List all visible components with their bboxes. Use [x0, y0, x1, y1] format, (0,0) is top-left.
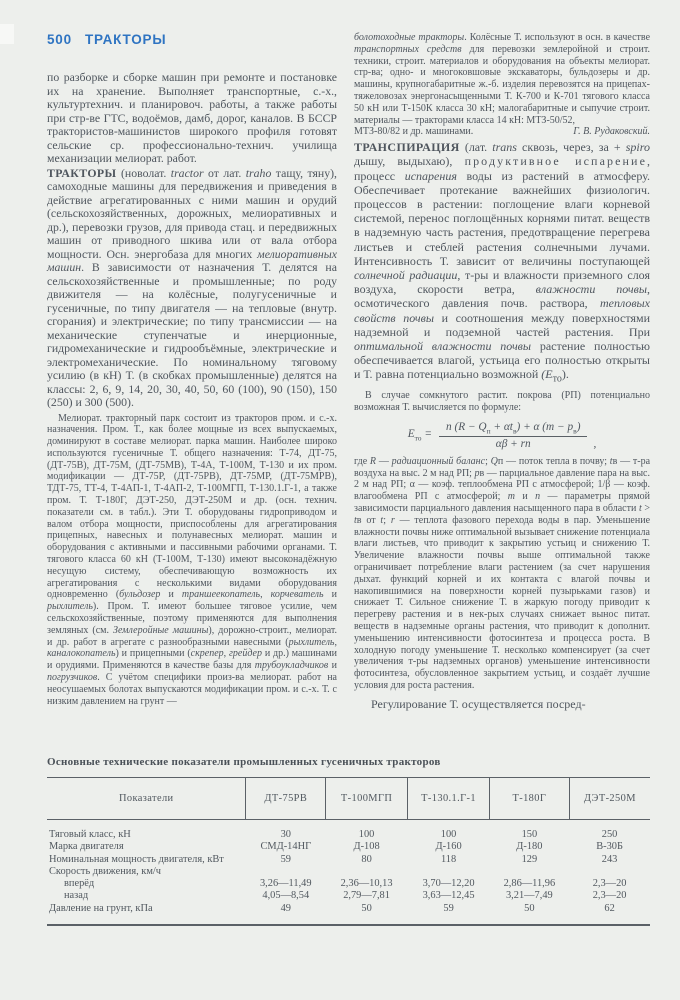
table-row	[47, 854, 650, 866]
paragraph-last-line	[354, 126, 650, 138]
table-cell: 118	[440, 853, 457, 865]
formula-comma: ,	[593, 437, 597, 450]
table-cell: 3,63—12,45	[422, 890, 475, 902]
left-column	[47, 26, 337, 756]
scan-artifact	[0, 24, 14, 44]
table-body	[47, 820, 650, 926]
row-label: Номинальная мощность двигателя, кВт	[49, 853, 224, 865]
column-header: Т-100МГП	[326, 778, 408, 820]
table-cell: 80	[361, 853, 372, 865]
author-signature: Г. В. Рудаковский.	[573, 126, 650, 138]
column-header: ДЭТ-250М	[569, 778, 650, 820]
table-cell: 2,3—20	[592, 878, 627, 890]
formula-fraction	[439, 421, 587, 450]
row-label: Давление на грунт, кПа	[49, 902, 153, 914]
table-cell: 50	[524, 902, 535, 914]
tractor-specs-table	[47, 777, 650, 926]
table-cell: 62	[604, 902, 615, 914]
table-cell: Д-108	[353, 841, 380, 853]
entry-term-transpiratsiya: ТРАНСПИРАЦИЯ	[354, 140, 460, 155]
table-cell: 49	[280, 902, 291, 914]
table-cell: 250	[601, 829, 618, 840]
column-header: Показатели	[118, 793, 174, 804]
page-header	[47, 32, 337, 47]
formula-explanation: где R — радиационный баланс; Qп — поток тепла в почву; tв — т-ра воздуха на выс. 2 м над РП; pв — парциальное давление пара на выс. 2 м над РП; α — коэф. теплообмена РП с атмосферой; 1/β — коэф. влагообмена РП с атмосферой; m и n — параметры прямой зависимости парциального давления насыщенного пара в области t > tв от t; r — теплота фазового перехода воды в пар. Уменьшение влажности почвы ниже оптимальной вызывает снижение потенциала влаги листьев, что приводит к закрытию устьиц и снижению Т. Увеличение влажности почвы выше оптимальной также ограничивает потребление влаги растением (за счет нарушения дыхат. функций корней и их контакта с влагой почвы и накопившимися на поверхности корней пузырьками газов) и снижает Т. Сильное снижение Т. в жаркую погоду приводит к перегреву растения и в нек-рых случаях снижает вынос питат. веществ в надземные органы растения, что приводит к дополнит. уменьшению интенсивности фотосинтеза и процесса роста. В холодную погоду уменьшение Т. несколько компенсирует (за счет увеличения т-ры надземных органов) уменьшение интенсивности фотосинтеза, обусловленное закрытием устьиц, и создаёт лучшие условия для роста растения.	[354, 455, 651, 691]
row-label: назад	[64, 890, 89, 902]
formula-numerator: n $(R - Q_п + \alpha t_в) + \alpha$ $(m - p_в)$	[439, 421, 587, 437]
table-row	[47, 820, 650, 842]
table-cell: Д-160	[435, 841, 462, 853]
fine-print-continuation: болотоходные тракторы. Колёсные Т. используют в осн. в качестве транспортных средств для перевозки землеройной и строит. техники, строит. материалов и оборудования на объекты мелиорат. стр-ва; одно- и многоковшовые экскаваторы, бульдозеры и др. машины, крупногабаритные ж.-б. изделия перевозятся на прицепах-тяжеловозах энергонасыщенными Т. К-700 и К-701 тягового класса 50 кН или Т-150К класса 30 кН; малогабаритные и сыпучие строит. материалы — тракторами класса 14 кН: МТЗ-50/52,	[354, 32, 651, 126]
table-title: Основные технические показатели промышленных гусеничных тракторов	[47, 756, 441, 768]
table-cell: 3,26—11,49	[259, 878, 312, 890]
closing-paragraph: Регулирование Т. осуществляется посред-	[371, 696, 586, 711]
row-label: Скорость движения, км/ч	[49, 865, 162, 877]
table-row	[47, 878, 650, 890]
transpiration-formula	[354, 421, 650, 450]
fine-print-tractor-park: Мелиорат. тракторный парк состоит из тракторов пром. и с.-х. назначения. Пром. Т., как более мощные из всех выпускаемых, доминируют в составе мелиорат. парка машин. Наиболее широко используются гусеничные Т. общего назначения: Т-74, ДТ-75, (ДТ-75В), ДТ-75М, (ДТ-75МВ), Т-4А, Т-100М, Т-130 и их пром. модификации — ДТ-75Р, (ДТ-75РВ), ДТ-75МР, (ДТ-75МРВ), ТДТ-75, ТТ-4, Т-4АП-1, Т-4АП-2, Т-100МГП, Т-130.1.Г-1, а также пром. Т. Т-180Г, ДЭТ-250, ДЭТ-250М и др. (осн. технич. показатели см. в табл.). Эти Т. оборудованы гидроприводом и валом отбора мощности, приспособлены для агрегатирования прицепных, навесных и полунавесных мелиорат. машин и оборудования с активными и пассивными рабочими органами. Т. тягового класса 60 кН (Т-100М, Т-130) имеют высоконадёжную несущую систему, обеспечивающую возможность их агрегатирования с несколькими видами оборудования одновременно (бульдозер и траншеекопатель, корчеватель и рыхлитель). Пром. Т. имеют большее тяговое усилие, чем сельскохозяйственные, поэтому применяются для выполнения земляных (см. Землеройные машины), дорожно-строит., мелиорат. и др. работ в агрегате с разнообразными навесными (рыхлитель, каналокопатель) и прицепными (скрепер, грейдер и др.) машинами и орудиями. Применяются в качестве базы для трубоукладчиков и погрузчиков. С учётом специфики произ-ва мелиорат. работ на неосушаемых болотах выпускаются модификации пром. и с.-х. Т. с низким давлением на грунт —	[47, 412, 338, 707]
table-cell: 3,21—7,49	[505, 890, 553, 902]
table-cell	[326, 866, 408, 878]
table-row	[47, 866, 650, 878]
entry-traktory	[47, 167, 337, 410]
last-line-text: МТЗ-80/82 и др. машинами.	[354, 126, 474, 138]
table-cell: 150	[521, 829, 538, 840]
row-label: вперёд	[64, 878, 95, 890]
table-cell: 50	[361, 902, 372, 914]
entry-etymology: (лат. trans сквозь, через, за + spiro дышу, выдыхаю),	[354, 140, 650, 169]
table-cell: 30	[280, 829, 291, 840]
e-symbol: (E	[541, 367, 553, 382]
continuation-paragraph: по разборке и сборке машин при ремонте и постановке их на хранение. Выполняет транспортные, с.-х., культуртехнич. и планировоч. работы, а также работы при стр-ве ГТС, водоёмов, дамб, дорог, каналов. В БССР трактористов-машинистов широкого профиля готовят сельские ср. профессионально-технич. училища механизации мелиорат. работ.	[47, 70, 337, 165]
column-header: Т-130.1.Г-1	[408, 778, 490, 820]
table-cell: 100	[440, 829, 457, 840]
table-cell	[569, 866, 650, 878]
specs-table-section	[47, 756, 650, 926]
table-cell: 243	[601, 853, 618, 865]
column-header: ДТ-75РВ	[246, 778, 326, 820]
table-cell: В-30Б	[596, 841, 623, 853]
table-cell: Д-180	[516, 841, 543, 853]
table-cell	[408, 866, 490, 878]
table-row	[47, 841, 650, 853]
table-cell: 3,70—12,20	[422, 878, 475, 890]
table-cell: 4,05—8,54	[262, 890, 310, 902]
table-row	[47, 890, 650, 902]
table-row	[47, 903, 650, 925]
formula-denominator: αβ + rn	[495, 437, 531, 450]
entry-body-transpiratsiya: , процесс испарения воды из растений в атмосферу. Обеспечивает протекание важнейших физиологич. процессов в растении: поглощение влаги корневой системой, перенос поглощённых корнями питат. веществ в надземную часть растения, предотвращение перегрева листьев и стеблей растения солнечными лучами. Интенсивность Т. зависит от величины поступающей солнечной радиации, т-ры и влажности приземного слоя воздуха, скорости ветра, влажности почвы, осмотического давления почв. раствора, тепловых свойств почвы и соотношения между поверхностями надземной и подземной частей растения. При оптимальной влажности почвы растение полностью обеспечивается влагой, устьица его полностью открыты и Т. равна потенциально возможной	[354, 154, 651, 382]
row-label: Тяговый класс, кН	[49, 829, 131, 840]
formula-equals: =	[421, 428, 433, 441]
table-header-row	[47, 778, 650, 820]
formula-lhs-sub: то	[414, 433, 422, 443]
column-header: Т-180Г	[490, 778, 570, 820]
formula-lhs-base: E	[407, 428, 415, 441]
running-head-title: ТРАКТОРЫ	[84, 32, 167, 47]
entry-spaced-term: продуктивное испарение	[464, 154, 647, 169]
formula-lhs	[408, 428, 432, 442]
entry-term-traktory: ТРАКТОРЫ	[47, 165, 117, 180]
table-cell: СМД-14НГ	[260, 841, 312, 853]
table-cell: 59	[443, 902, 454, 914]
entry-body-traktory: (новолат. tractor от лат. traho тащу, тяну), самоходные машины для передвижения и приведения в действие агрегатированных с ними машин и орудий (сельскохозяйственных, дорожных, мелиоративных и др.), перевозки грузов, для привода стац. и передвижных машин от приводного шкива или от вала отбора мощности. Осн. энергобаза для многих мелиоративных машин. В зависимости от назначения Т. делятся на сельскохозяйственные и промышленные; по роду движителя — на колёсные, полугусеничные и гусеничные, по типу двигателя — на тепловые (внутр. сгорания) и электрические; по типу трансмиссии — на механические ступенчатые и инерционные, гидромеханические и гидрообъёмные, электрические и электромеханические. По номинальному тяговому усилию (в кН) Т. (в скобках промышленные) делятся на классы: 2, 6, 9, 14, 20, 30, 40, 50, 60 (100), 90 (150), 150 (250) и 300 (500).	[47, 165, 338, 409]
table-cell: 2,3—20	[592, 890, 627, 902]
table-cell: 2,86—11,96	[503, 878, 556, 890]
table-cell	[490, 866, 570, 878]
formula-intro: В случае сомкнутого растит. покрова (РП) потенциально возможная Т. вычисляется по формуле:	[354, 390, 650, 413]
table-cell: 59	[280, 853, 291, 865]
table-cell: 129	[521, 853, 538, 865]
e-subscript: то	[552, 373, 562, 385]
table-cell: 100	[358, 829, 375, 840]
entry-body-close: ).	[561, 367, 569, 382]
table-header	[47, 778, 650, 820]
right-column	[354, 26, 650, 756]
table-cell	[246, 866, 326, 878]
row-label: Марка двигателя	[49, 841, 124, 853]
table-cell: 2,79—7,81	[343, 890, 390, 902]
entry-transpiratsiya	[354, 140, 650, 387]
page-number: 500	[47, 32, 72, 47]
table-cell: 2,36—10,13	[340, 878, 393, 890]
